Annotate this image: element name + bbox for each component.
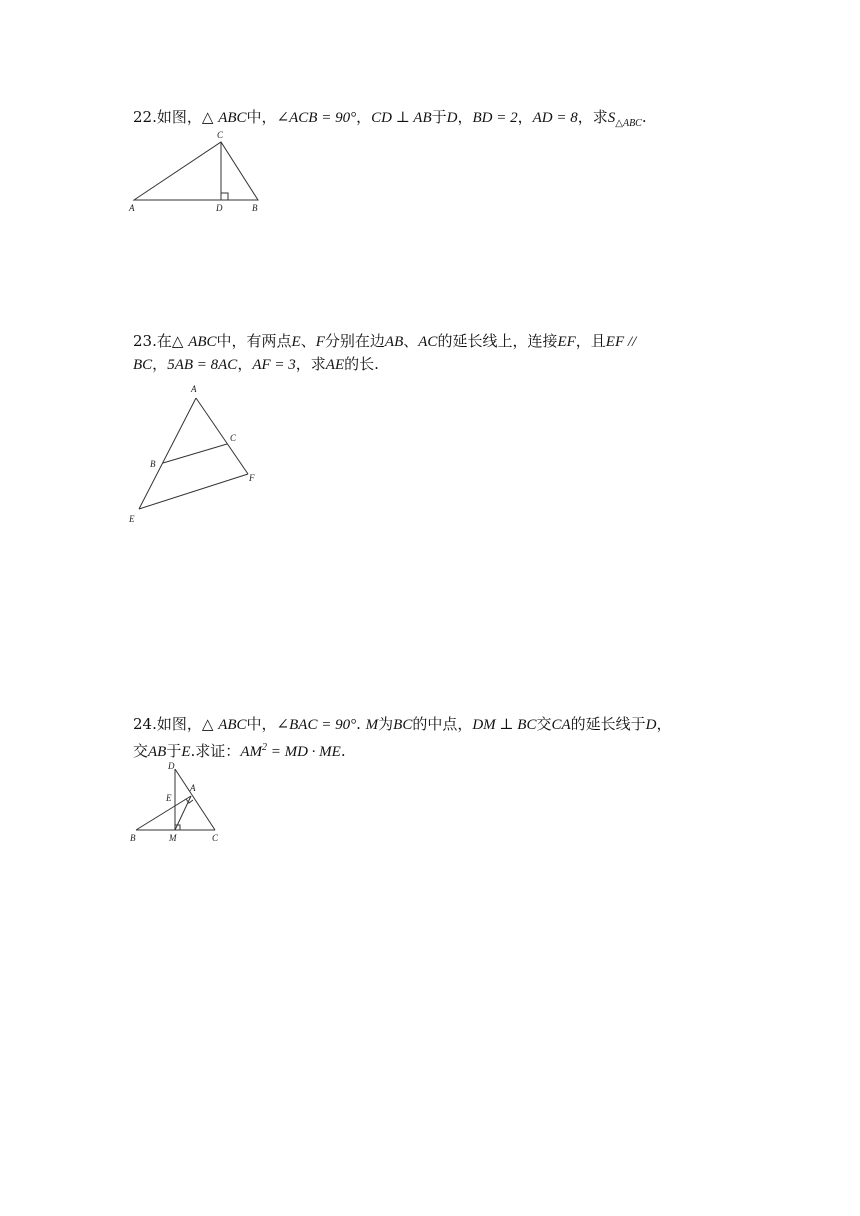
q22-figure [124, 128, 274, 218]
q23-label-c: C [230, 433, 237, 443]
q22-label-d: D [216, 203, 223, 213]
q23-line1: 23.在△ ABC中，有两点E、F分别在边AB、AC的延长线上，连接EF，且EF // [133, 332, 637, 350]
q22-triangle [134, 142, 258, 200]
q24-line1: 24.如图，△ ABC中，∠BAC = 90°. M为BC的中点，DM ⊥ BC交CA的延长线于D， [133, 715, 672, 733]
q24-label-d: D [168, 761, 175, 771]
q23-side-ae [139, 398, 196, 509]
q23-segment-bc [163, 444, 227, 463]
q24-line2: 交AB于E.求证：$AM^2$ = MD · ME. [133, 742, 346, 760]
q22-line1: 22.如图，△ ABC中，∠ACB = 90°，CD ⊥ AB于D，BD = 2，AD = 8，求$S_{\triangle ABC}$. [133, 108, 647, 129]
q24-label-e: E [166, 793, 172, 803]
q23-label-b: B [150, 459, 156, 469]
q23-number: 23. [133, 332, 157, 350]
q23-figure [124, 382, 274, 532]
q22-right-angle-mark [221, 193, 228, 200]
q23-label-f: F [249, 473, 255, 483]
q22-number: 22. [133, 108, 157, 126]
q23-side-af [196, 398, 248, 474]
q24-label-a: A [190, 783, 196, 793]
q22-label-c: C [217, 130, 224, 140]
q23-segment-ef [139, 474, 248, 509]
q23-label-a: A [191, 384, 197, 394]
q24-label-b: B [130, 833, 136, 843]
q24-label-m: M [169, 833, 177, 843]
q24-label-c: C [212, 833, 219, 843]
q22-label-a: A [129, 203, 135, 213]
q23-label-e: E [129, 514, 135, 524]
q22-label-b: B [252, 203, 258, 213]
q24-segment-dc [175, 769, 215, 830]
q24-number: 24. [133, 715, 157, 733]
q24-figure [124, 758, 234, 848]
q23-line2: BC，5AB = 8AC，AF = 3，求AE的长. [133, 355, 379, 373]
